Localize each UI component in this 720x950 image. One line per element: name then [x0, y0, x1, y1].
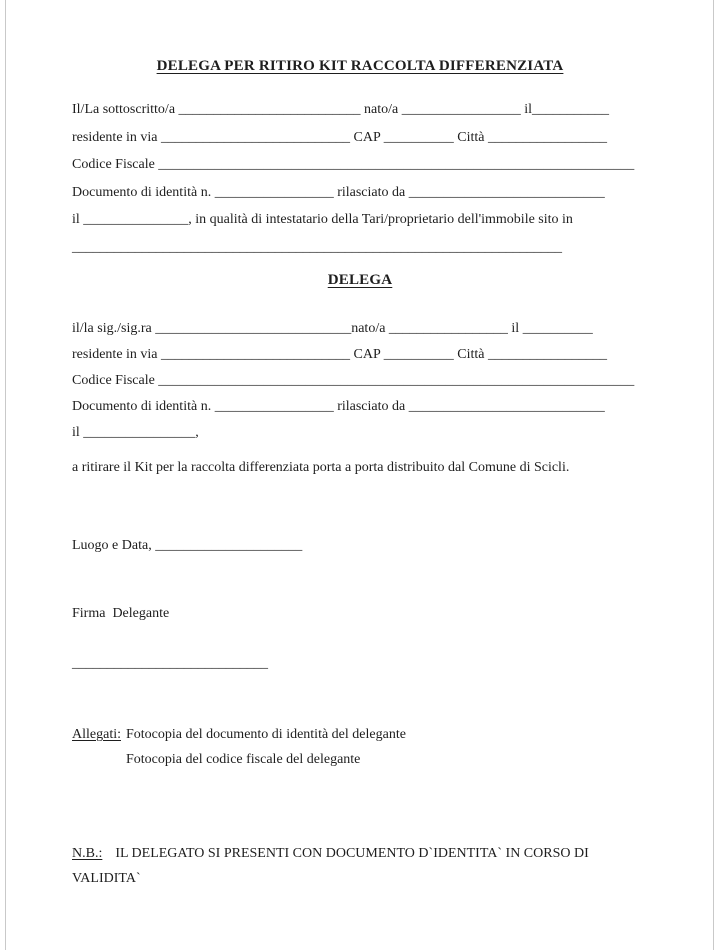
- page-edge-left: [5, 0, 6, 950]
- form-line-delegate-fiscal-code: Codice Fiscale ____________________________________________________________________: [72, 373, 635, 388]
- document-title: DELEGA PER RITIRO KIT RACCOLTA DIFFERENZIATA: [156, 58, 564, 74]
- note-row-1: [72, 842, 648, 867]
- authorization-text: a ritirare il Kit per la raccolta differenziata porta a porta distribuito dal Comune di Scicli.: [72, 460, 570, 475]
- form-line-delegate-address: residente in via ___________________________ CAP __________ Città _________________: [72, 347, 607, 362]
- form-line-subscriber-capacity: il _______________, in qualità di intestatario della Tari/proprietario dell'immobile sito in: [72, 212, 573, 227]
- delega-heading: DELEGA: [327, 272, 393, 288]
- place-date-line: Luogo e Data, _____________________: [72, 538, 303, 553]
- form-line-subscriber-name: Il/La sottoscritto/a __________________________ nato/a _________________ il___________: [72, 102, 610, 117]
- note-text-line-1: IL DELEGATO SI PRESENTI CON DOCUMENTO D`IDENTITA` IN CORSO DI: [115, 846, 589, 861]
- attachments-label: Allegati:: [72, 727, 121, 742]
- attachments-row-1: [72, 723, 648, 748]
- note-text-line-2: VALIDITA`: [72, 870, 141, 886]
- attachment-item-1: Fotocopia del documento di identità del delegante: [126, 727, 406, 742]
- note-label: N.B.:: [72, 846, 103, 861]
- signature-line: ____________________________: [72, 656, 268, 671]
- note-section: [72, 842, 648, 891]
- form-line-subscriber-address: residente in via ___________________________ CAP __________ Città _________________: [72, 129, 607, 145]
- form-line-delegate-name: il/la sig./sig.ra ____________________________nato/a _________________ il __________: [72, 321, 593, 336]
- form-line-subscriber-id-document: Documento di identità n. _________________ rilasciato da ____________________________: [72, 184, 605, 200]
- attachment-item-2: Fotocopia del codice fiscale del delegante: [126, 751, 361, 767]
- form-line-subscriber-property-address: ______________________________________________________________________: [72, 239, 562, 255]
- page-edge-right: [713, 0, 714, 950]
- form-line-delegate-id-document: Documento di identità n. _________________ rilasciato da ____________________________: [72, 399, 605, 414]
- delegate-section: [72, 316, 648, 446]
- form-line-subscriber-fiscal-code: Codice Fiscale ____________________________________________________________________: [72, 157, 635, 172]
- signature-label: Firma Delegante: [72, 606, 170, 621]
- form-line-delegate-issue-date: il ________________,: [72, 425, 199, 440]
- attachments-section: [72, 723, 648, 772]
- subscriber-section: [72, 96, 648, 261]
